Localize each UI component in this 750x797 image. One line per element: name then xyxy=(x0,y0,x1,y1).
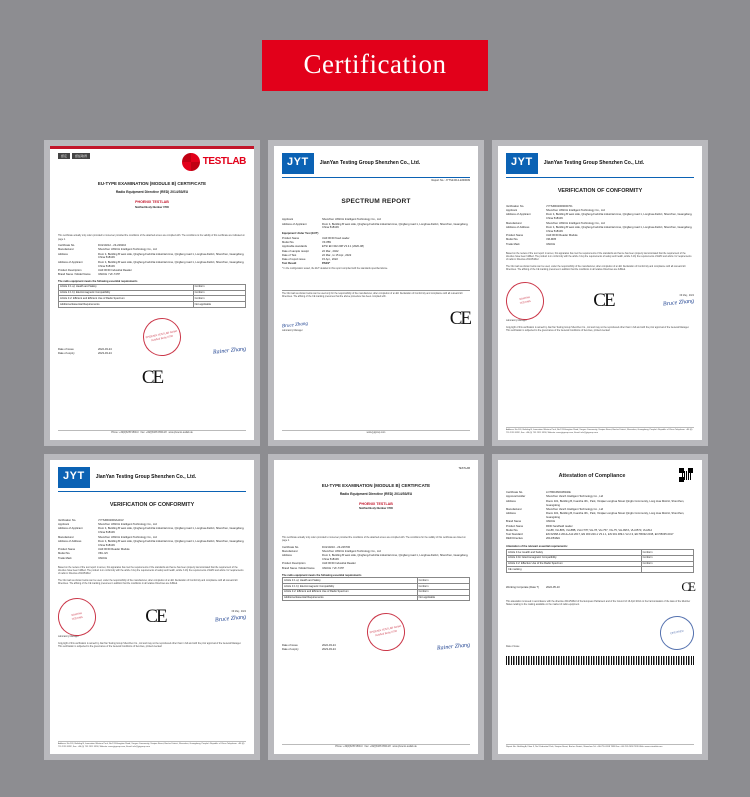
issue-date-value: 2022-03-24 xyxy=(98,348,112,352)
certificate-card[interactable] xyxy=(492,454,708,760)
field-key: RED Directive xyxy=(506,537,523,541)
notified-body-stamp xyxy=(140,314,185,359)
field-value: UHF RFID fixed reader xyxy=(322,236,350,240)
certificate-card[interactable] xyxy=(268,140,484,446)
field-key: Applicant xyxy=(58,523,70,527)
jyt-logo-icon: JYT xyxy=(282,153,314,174)
req-value: Not applicable xyxy=(193,302,245,308)
copyright-note: Copyright of this verification is owned by JianYan Testing Group Shenzhen Co., Ltd and may not be reproduced other than in full and with the prior approval of the General Manager. This verification is subjected to the governance of the General Conditions of Services, printed overleaf. xyxy=(506,326,690,332)
requirements-table xyxy=(506,549,694,573)
field-key: Product Description xyxy=(58,268,82,272)
field-value: PASS* xyxy=(322,262,331,266)
field-key: Date of sample receipt xyxy=(282,249,309,253)
field-key: Brand Name / Model Name xyxy=(58,273,91,277)
expiry-date-label: Date of expiry xyxy=(58,351,75,355)
field-key: Brand Name / Model Name xyxy=(282,566,315,570)
field-key: Applicant xyxy=(282,218,294,222)
certificate-sheet-spectrum-report xyxy=(274,146,478,440)
body-text-1: This attestation is issued in accordance with the directive 2014/53/EU of the European Parliament and of the Council of 16 April 2014 on the harmonisation of the laws of the Member States relating to the making available on the market of radio equipment. xyxy=(506,600,691,607)
certificate-sheet-eu-type-2 xyxy=(274,460,478,754)
field-value: Floor 4, Building B west side, Qingfeng-FuAnNa industrial zone, Qingfeng road 1, Longhua district, Shenzhen, Guangdong, China 518109 xyxy=(98,260,245,268)
field-value: EN 62368-1:2014+A11:2017, EN 300 220-1 V3.1.1, EN 301 489-1 V2.2.3, EN 55032:2015, EN 55035:2017 xyxy=(546,533,674,537)
certificate-title: EU-TYPE EXAMINATION (MODULE B) CERTIFICATE xyxy=(97,181,207,186)
req-label: Additional Essential Requirements xyxy=(59,302,194,308)
field-value: 22 Mar., to 15 Apr., 2022 xyxy=(322,253,352,257)
field-key: Certificate No. xyxy=(58,243,76,247)
field-value: UHF RFID Industrial Reader xyxy=(322,562,356,566)
field-key: Verification No. xyxy=(58,518,77,522)
work-date-label: Working Corporate (Date ?) xyxy=(506,585,539,589)
watermark: vanch.en.alibaba.com xyxy=(282,378,468,397)
certificate-footnote: Phone: +49(0)5235 9500-0 Fax: +49(0)5235 9500-28 www.phoenix-testlab.de xyxy=(58,430,246,435)
field-key: Address of Applicant xyxy=(58,260,83,264)
field-key: Approval Holder xyxy=(506,495,526,499)
field-value: UHF RFID Reader Module xyxy=(546,234,578,238)
signature: Bruce Zhang xyxy=(214,613,247,624)
field-key: Address of Address xyxy=(58,539,82,543)
notified-body-stamp xyxy=(364,610,409,655)
field-value: DU210210 - 23-226700 xyxy=(322,545,351,549)
signature-role: Laboratory Manager xyxy=(58,636,79,639)
field-key: Date of Test xyxy=(282,253,297,257)
requirements-title: Attestation of the relevant essential requirements: xyxy=(506,545,568,549)
field-key: Certificate No. xyxy=(506,491,524,494)
req-label: Article 3.1a: Health and Safety xyxy=(507,550,642,556)
field-key: Verification No. xyxy=(506,204,525,208)
field-key: Address of Applicant xyxy=(58,527,83,531)
field-key: Address of Applicant xyxy=(282,222,307,226)
qr-code-icon xyxy=(678,467,694,483)
jyt-logo-icon: JYT xyxy=(506,153,538,174)
certificate-sheet-eu-type-1 xyxy=(50,146,254,440)
field-key: Product Name xyxy=(506,524,524,528)
testlab-logo: TESTLAB xyxy=(458,467,470,470)
req-label: Article 3.2: Efficient and Efficient Use of Radio Spectrum xyxy=(59,296,194,302)
field-value: RFID handheld reader xyxy=(546,524,573,528)
page-title: Certification xyxy=(262,40,489,91)
field-key: Manufacturer xyxy=(58,248,74,252)
ce-note: The CE mark as shown below can be used only for the responsibility of the manufacturer, after completion of an EC Declaration of Conformity and compliance with all relevant EC Directives. The affixing of the CE marking presumes that the above procedure has been complied with. xyxy=(282,292,463,298)
body-text-2: The CE mark as shown below can be used, under the responsibility of the manufacturer, after completion of an EC Declaration of Conformity and compliance with all relevant EC Directives. The affixing of the CE marking presumes in addition that the conditions in all relative Directives are fulfilled. xyxy=(506,265,686,271)
field-value: VANCH / VF-747P xyxy=(322,566,345,570)
issue-date-label: Date of issue xyxy=(282,643,298,647)
certificate-sheet-voc-2 xyxy=(50,460,254,754)
lab-company-name: JianYan Testing Group Shenzhen Co., Ltd. xyxy=(319,159,421,166)
req-label: Article 3.2: Efficient and Efficient Use of Radio Spectrum xyxy=(283,589,418,595)
field-key: Model No. xyxy=(506,528,519,532)
field-value: VANCH xyxy=(98,556,108,560)
certificate-sheet-voc-1 xyxy=(498,146,702,440)
stamp-text: PHOENIX TESTLAB GmbH Notified Body 0700 xyxy=(369,625,402,638)
table-row xyxy=(59,302,246,308)
field-value: Floor 4, Building B west side, Qingfeng-FuAnNa industrial zone, Qingfeng road 1, Longhua district, Shenzhen, Guangdong, China 518109 xyxy=(98,527,245,535)
signature: Bruce Zhang xyxy=(281,321,309,330)
field-value: Shenzhen VANCH Intelligent Technology Co., Ltd xyxy=(322,218,381,222)
req-label: Article 3.1 b): Electromagnetic Compatibility xyxy=(59,290,194,296)
field-value: Shenzhen Vanch Intelligent Technology Co., Ltd xyxy=(546,507,603,511)
req-value: Conform xyxy=(417,589,469,595)
field-key: Manufacturer xyxy=(282,549,298,553)
report-title: SPECTRUM REPORT xyxy=(341,197,411,205)
field-key: Trade Mark xyxy=(506,242,520,246)
field-key: Model No. xyxy=(506,238,519,242)
field-value: Room 401, Building B, Fuaniha t3h., Park, Xinqiao Longhua Street Qingfu Community, Long Hua District, Shenzhen, Guangdong xyxy=(546,512,685,519)
field-value: 22 Mar., 2022 xyxy=(322,249,339,253)
req-value: Conform xyxy=(641,550,693,556)
authority-stamp: CERTIFIED xyxy=(657,612,697,652)
requirements-table xyxy=(58,284,246,308)
field-value: Shenzhen VANCH Intelligent Technology Co., Ltd xyxy=(322,549,381,553)
field-key: Manufacturer xyxy=(506,507,522,511)
field-value: UHF RFID Industrial Reader xyxy=(98,268,132,272)
field-value: V6U-G5 xyxy=(98,552,108,556)
notified-body: Notified Body Number 0700 xyxy=(135,205,169,209)
header-banner-wrap xyxy=(0,40,750,91)
field-value: 15 Apr., 2022 xyxy=(322,258,338,262)
field-key: Product Name xyxy=(506,234,524,238)
body-text-2: The CE mark as shown below can be used, under the responsibility of the manufacturer, after completion of an EC Declaration of Conformity and compliance with all relevant EC Directives. The affixing of the CE marking presumes in addition that the conditions in all relative Directives are fulfilled. xyxy=(58,579,238,585)
intro-text: This certificate actually only refers provided to moreover provided the conditions of the attached annex are complied with. The conditions to the validity of this certificate are indicated on page 2. xyxy=(58,235,245,241)
lab-company-name: JianYan Testing Group Shenzhen Co., Ltd. xyxy=(543,159,645,166)
field-key: Date of report issue xyxy=(282,258,306,262)
field-key: Address xyxy=(282,554,292,558)
certificate-title: EU-TYPE EXAMINATION (MODULE B) CERTIFICATE xyxy=(321,482,431,488)
field-value: Shenzhen Vanch Intelligent Technology Co., Ltd xyxy=(546,495,603,499)
req-value: Conform xyxy=(641,555,693,561)
req-value: Conform xyxy=(417,584,469,590)
issue-date: 09 May., 2022 xyxy=(679,295,694,298)
issue-date-label: Date of issue xyxy=(506,646,520,649)
barcode-icon xyxy=(506,656,694,665)
req-label: Article 3.1 b): Electromagnetic Compatibility xyxy=(283,584,418,590)
req-label: Article 3.1b: Electromagnetic Compatibility xyxy=(507,555,642,561)
accent-bar xyxy=(50,146,254,149)
ce-mark: CE xyxy=(141,366,163,388)
field-key: Address of Address xyxy=(506,225,530,229)
field-value: Floor 4, Building B west side, Qingfeng-FuAnNa industrial zone, Qingfeng road 1, Longhua district, Shenzhen, Guangdong, China 518109 xyxy=(98,252,245,260)
body-text-1: Based on the review of the test report in annex, this apparatus has met the requirements of the standards and hence has been properly demonstrated that the requirement of the directive have been fulfilled. The product is in conformity with the article 3.1a) the requirements of safety and health, article 3.1b) the requirements of EMC and article 3.2 requirements of radio in Directive 2014/53/EU. xyxy=(58,566,244,576)
field-value: VF-889 xyxy=(322,240,331,244)
stamp-text: PHOENIX TESTLAB GmbH Notified Body 0700 xyxy=(145,329,178,343)
notified-body: Notified Body Number 0700 xyxy=(359,507,393,511)
jyt-logo-icon: JYT xyxy=(58,467,90,488)
certificate-holder: PHOENIX TESTLAB xyxy=(359,502,393,507)
field-value: Shenzhen VANCH Intelligent Technology Co., Ltd xyxy=(98,248,157,252)
field-key: Product Name xyxy=(58,548,76,552)
signature-role: Laboratory Manager xyxy=(506,320,527,323)
ce-mark: CE xyxy=(681,579,694,595)
certificates-grid xyxy=(44,140,708,760)
field-key: Trade Mark xyxy=(58,556,72,560)
field-key: Test Result xyxy=(282,262,297,266)
field-key: Test Standard xyxy=(506,533,523,537)
requirements-table xyxy=(282,577,470,601)
certificate-card[interactable] xyxy=(44,454,260,760)
signature: Bruce Zhang xyxy=(662,297,695,308)
certificate-footnote: www.jytgroup.com xyxy=(282,430,470,435)
signature: Rainer Zhang xyxy=(436,642,471,652)
req-label: CE marking xyxy=(507,567,642,573)
req-value: Conform xyxy=(641,561,693,567)
certificate-subtitle: Radio Equipment Directive (RED) 2014/53/EU xyxy=(339,492,413,497)
req-label: Additional Essential Requirements xyxy=(283,595,418,601)
lab-stamp: JIANYAN TESTING xyxy=(54,595,99,640)
field-value: Shenzhen VANCH Intelligent Technology Co., Ltd xyxy=(546,221,605,225)
body-text-1: Based on the review of the test report in annex, this apparatus has met the requirements of the standards and hence has been properly demonstrated that the requirement of the directive have been fulfilled. The product is in conformity with the article 3.1a) the requirements of safety and health, article 3.1b) the requirements of EMC and article 3.2 requirements of radio in Directive 2014/53/EU. xyxy=(506,252,692,262)
table-row xyxy=(507,567,694,573)
field-value: Floor 4, Building B west side, Qingfeng-FuAnNa industrial zone, Qingfeng road 1, Longhua district, Shenzhen, Guangdong, China 518109 xyxy=(546,213,693,221)
certificate-footnote: Phone: +49(0)5235 9500-0 Fax: +49(0)5235 9500-28 www.phoenix-testlab.de xyxy=(282,744,470,749)
testlab-logo: TESTLAB xyxy=(182,153,246,171)
lab-company-name: JianYan Testing Group Shenzhen Co., Ltd. xyxy=(95,473,197,480)
field-key: Model No. xyxy=(58,552,71,556)
field-value: Room 401, Building B, Fuaniha t3h., Park, Xinqiao Longhua Street Qingfu Community, Long Hua District, Shenzhen, Guangdong xyxy=(546,499,685,507)
field-key: Product Name xyxy=(282,236,300,240)
req-value xyxy=(641,567,693,573)
expiry-date-value: 2023-03-24 xyxy=(322,647,336,651)
certificate-subtitle: Radio Equipment Directive (RED) 2014/53/EU xyxy=(115,190,189,195)
certificate-card[interactable] xyxy=(492,140,708,446)
req-value: Conform xyxy=(193,284,245,290)
field-key: Equipment Under Test (EUT) xyxy=(282,232,319,236)
field-key: Address xyxy=(506,512,516,516)
field-value: Floor 4, Building B west side, Qingfeng-FuAnNa industrial zone, Qingfeng road 1, Longhua district, Shenzhen, Guangdong, China 518109 xyxy=(98,539,245,547)
field-value: VANCH xyxy=(546,520,556,524)
field-key: Model No. xyxy=(282,240,295,244)
field-value: JYTSZR02009A401V xyxy=(98,518,124,522)
certificate-holder: PHOENIX TESTLAB xyxy=(135,200,169,205)
req-label: Article 3.2: Effective Use of the Radio Spectrum xyxy=(507,561,642,567)
certificate-title: VERIFICATION OF CONFORMITY xyxy=(557,187,643,194)
certificate-title: VERIFICATION OF CONFORMITY xyxy=(109,501,195,508)
req-label: Article 3.1 a): Health and Safety xyxy=(59,284,194,290)
field-value: 2014/53/EU xyxy=(546,537,561,541)
report-no-value: JYTSZ-R12-2200009 xyxy=(445,178,470,182)
ce-mark: CE xyxy=(593,290,614,312)
field-key: Address of Applicant xyxy=(506,213,531,217)
ce-mark: CE xyxy=(145,606,166,628)
testlab-mark-icon xyxy=(182,153,200,171)
intro-text: This certificate actually only refers provided to moreover provided the conditions of the attached annex are complied with. The conditions for the validity of this certificate are listed on page 2. xyxy=(282,537,466,543)
certificate-address: Address: No.101, Building B, Innovation Western Park, No.133 Hongtian Road, Yongan Community, Xinqiao Street, Bao'an District, Shenzhen, Guangdong, People's Republic of China Telephone: +86 (0) 755 2311 8282, Fax: +86 (0) 755 2311 3358, Website: www.jytgroup.com, Email: info@jytgroup.com xyxy=(58,742,245,748)
field-value: Shenzhen VANCH Intelligent Technology Co., Ltd xyxy=(98,535,157,539)
certificate-address: Address: No.101, Building B, Innovation Western Park, No.133 Hongtian Road, Yongan Community, Xinqiao Street, Bao'an District, Shenzhen, Guangdong, People's Republic of China Telephone: +86 (0) 755 2311 8282, Fax: +86 (0) 755 2311 3358, Website: www.jytgroup.com, Email: info@jytgroup.com xyxy=(506,428,693,434)
issue-date: 09 May., 2022 xyxy=(231,611,246,614)
certificate-title: Attestation of Compliance xyxy=(558,473,626,479)
jyt-header xyxy=(282,153,470,178)
field-value: Shenzhen VANCH Intelligent Technology Co., Ltd xyxy=(546,209,605,213)
field-value: Floor 4, Building B west side, Qingfeng-FuAnNa industrial zone, Qingfeng road 1, Longhua district, Shenzhen, Guangdong, China 518109 xyxy=(322,554,469,562)
signature-role: Laboratory Manager xyxy=(282,329,303,332)
requirements-title: The radio equipment meets the following essential requirements xyxy=(58,280,138,284)
expiry-date-label: Date of expiry xyxy=(282,647,299,651)
field-value: Shenzhen VANCH Intelligent Technology Co., Ltd xyxy=(98,523,157,527)
field-key: Manufacturer xyxy=(506,221,522,225)
lab-badge-icon: 認定 xyxy=(58,153,70,159)
lab-badge2-icon: 認証取得 xyxy=(72,153,90,159)
expiry-date-value: 2023-03-24 xyxy=(98,351,112,355)
requirements-title: The radio equipment meets the following essential requirements xyxy=(282,573,362,577)
report-no-label: Report No.: xyxy=(431,178,445,182)
test-note: * In the configuration tested, the EUT detailed in this report complied with the standards specified above. xyxy=(282,268,388,271)
field-value: UHF RFID Reader Module xyxy=(98,548,130,552)
work-date-value: 2022-05-10 xyxy=(546,585,560,589)
field-value: LO7801660048340E xyxy=(546,491,571,494)
issue-date-value: 2022-03-24 xyxy=(322,643,336,647)
field-value: ETSI EN 302 208 V3.3.1 (2020-08) xyxy=(322,245,364,249)
field-value: VM-M05 xyxy=(546,238,557,242)
field-key: Product Description xyxy=(282,562,306,566)
field-value: VANCH xyxy=(546,242,556,246)
field-value: VANCH / VF-747P xyxy=(98,273,121,277)
table-row xyxy=(283,595,470,601)
req-value: Not applicable xyxy=(417,595,469,601)
certificate-card[interactable] xyxy=(44,140,260,446)
jyt-header xyxy=(58,467,246,492)
field-key: Address xyxy=(506,499,516,503)
req-label: Article 3.1 a): Health and Safety xyxy=(283,578,418,584)
field-key: Manufacturer xyxy=(58,535,74,539)
req-value: Conform xyxy=(193,296,245,302)
field-value: Floor 4, Building B west side, Qingfeng-FuAnNa industrial zone, Qingfeng road 1, Longhua district, Shenzhen, Guangdong, China 518109 xyxy=(322,222,469,230)
req-value: Conform xyxy=(193,290,245,296)
ce-mark: CE xyxy=(449,308,470,330)
field-key: Certificate No. xyxy=(282,545,300,549)
certificate-address: Report No.: Building A, Floor 3, No.3 Industrial Park, Xinqiao Street, Bao'an District, Shenzhen Tel: +86-755-2658 7838 Fax: +86-755-2658 7839 Web: www.cntestlab.com xyxy=(506,744,694,749)
certificate-card[interactable] xyxy=(268,454,484,760)
req-value: Conform xyxy=(417,578,469,584)
copyright-note: Copyright of this verification is owned by JianYan Testing Group Shenzhen Co., Ltd and may not be reproduced other than in full and with the prior approval of the General Manager. This verification is subjected to the governance of the General Conditions of Services, printed overleaf. xyxy=(58,642,242,648)
jyt-header xyxy=(506,153,694,178)
field-key: Address xyxy=(58,252,68,256)
lab-stamp: JIANYAN TESTING xyxy=(502,279,547,324)
field-key: Applicable standards xyxy=(282,245,307,249)
field-key: Brand Name xyxy=(506,520,522,524)
field-key: Applicant xyxy=(506,209,518,213)
field-value: VH-88, VH-88S, VH-88B, VH-C77P, VH-78, VH-757, VG-75, VH-99TA, VH-6573, VH-812 xyxy=(546,528,652,532)
field-value: DU210212 - 23-229210 xyxy=(98,243,127,247)
signature: Rainer Zhang xyxy=(212,346,247,356)
issue-date-label: Date of issue xyxy=(58,348,74,352)
field-value: JYTSZR02009000701 xyxy=(546,204,573,208)
certificate-sheet-attestation xyxy=(498,460,702,754)
field-value: Floor 4, Building B west side, Qingfeng-FuAnNa industrial zone, Qingfeng road 1, Longhua district, Shenzhen, Guangdong, China 518109 xyxy=(546,225,693,233)
